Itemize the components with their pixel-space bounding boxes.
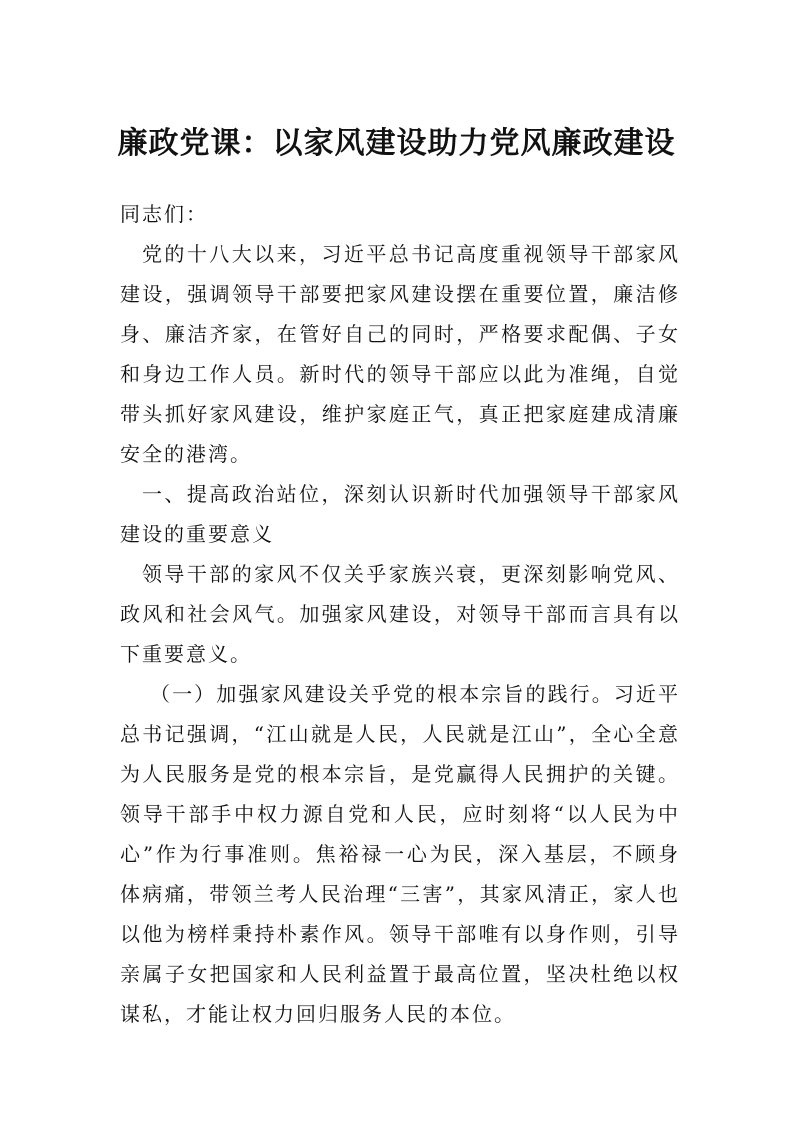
document-body <box>120 194 680 1034</box>
paragraph-significance: 领导干部的家风不仅关乎家族兴衰，更深刻影响党风、政风和社会风气。加强家风建设，对领导干部而言具有以下重要意义。 <box>120 562 680 666</box>
paragraph-subsection-1: （一）加强家风建设关乎党的根本宗旨的践行。习近平总书记强调，“江山就是人民，人民就是江山”，全心全意为人民服务是党的根本宗旨，是党赢得人民拥护的关键。领导干部手中权力源自党和人民，应时刻将“以人民为中心”作为行事准则。焦裕禄一心为民，深入基层，不顾身体病痛，带领兰考人民治理“三害”，其家风清正，家人也以他为榜样秉持朴素作风。领导干部唯有以身作则，引导亲属子女把国家和人民利益置于最高位置，坚决杜绝以权谋私，才能让权力回归服务人民的本位。 <box>120 682 680 1026</box>
section-heading: 一、提高政治站位，深刻认识新时代加强领导干部家风建设的重要意义 <box>120 482 680 546</box>
greeting: 同志们： <box>120 202 208 226</box>
document-title: 廉政党课：以家风建设助力党风廉政建设 <box>117 126 676 161</box>
paragraph-intro: 党的十八大以来，习近平总书记高度重视领导干部家风建设，强调领导干部要把家风建设摆在重要位置，廉洁修身、廉洁齐家，在管好自己的同时，严格要求配偶、子女和身边工作人员。新时代的领导干部应以此为准绳，自觉带头抓好家风建设，维护家庭正气，真正把家庭建成清廉安全的港湾。 <box>120 242 680 466</box>
